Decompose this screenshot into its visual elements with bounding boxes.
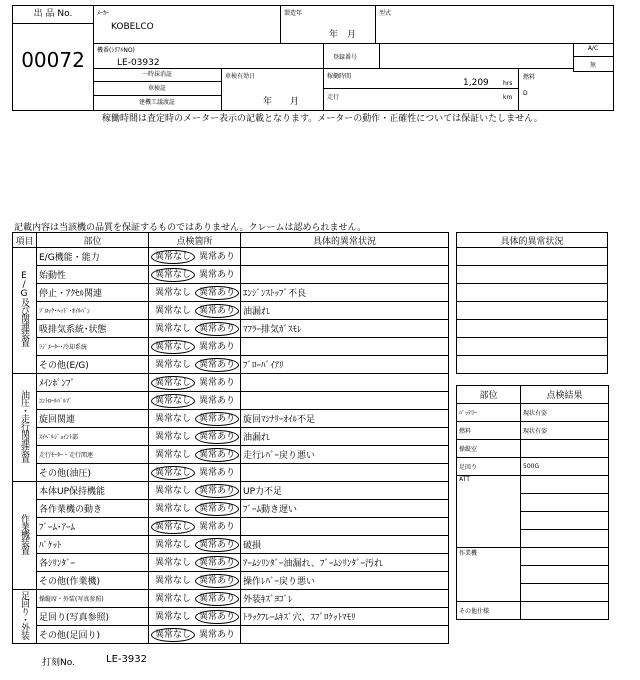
table-row — [13, 320, 449, 338]
result-value: 500G — [521, 458, 609, 476]
table-row — [457, 320, 608, 338]
lot-label: 出 品 No. — [13, 6, 93, 24]
row-part: ﾊﾞｹｯﾄ — [37, 536, 149, 554]
table-row — [13, 554, 449, 572]
row-detail — [241, 374, 449, 392]
table-row — [457, 476, 609, 494]
table-row — [13, 536, 449, 554]
option-none: 異常なし — [155, 287, 192, 298]
option-abnormal: 異常あり — [195, 556, 239, 570]
table-row — [13, 302, 449, 320]
table-row — [13, 356, 449, 374]
col-check-header: 点検箇所 — [149, 233, 241, 248]
row-detail: 旋回ﾏｼﾅﾘｰｵｲﾙ不足 — [241, 410, 449, 428]
ac-label: A/C — [587, 45, 599, 52]
group-label — [13, 248, 37, 374]
option-none: 異常なし — [155, 539, 192, 550]
result-value — [521, 602, 609, 620]
option-none: 異常なし — [151, 466, 195, 480]
option-abnormal: 異常あり — [195, 574, 239, 588]
option-none: 異常なし — [151, 376, 195, 390]
result-part-header: 部位 — [457, 386, 521, 404]
row-check — [149, 284, 241, 302]
row-part: E/G機能・能力 — [37, 248, 149, 266]
cert-transfer: 建機工議渡証 — [138, 99, 175, 106]
option-none: 異常なし — [151, 340, 195, 354]
group-label — [13, 374, 37, 482]
result-value — [521, 584, 609, 602]
row-detail: 走行ﾚﾊﾞｰ戻り悪い — [241, 446, 449, 464]
row-check — [149, 554, 241, 572]
row-part: ﾗｼﾞｴｰﾀｰ･冷却系統 — [37, 338, 149, 356]
row-detail — [241, 518, 449, 536]
table-row — [457, 248, 608, 266]
row-part: 始動性 — [37, 266, 149, 284]
table-row — [457, 440, 609, 458]
option-none: 異常なし — [151, 394, 195, 408]
att-label: ATT — [457, 476, 521, 548]
group-label-text: 足回り・外装 — [19, 590, 29, 639]
header-box — [12, 5, 614, 111]
table-row — [13, 464, 449, 482]
row-part: 走行ﾓｰﾀｰ・走行関連 — [37, 446, 149, 464]
table-row — [457, 548, 609, 566]
row-check — [149, 572, 241, 590]
detail-cell — [457, 302, 608, 320]
result-value: 現状有姿 — [521, 422, 609, 440]
row-check — [149, 626, 241, 644]
table-row — [457, 458, 609, 476]
row-check — [149, 320, 241, 338]
row-part: ﾌﾞｰﾑ･ｱｰﾑ — [37, 518, 149, 536]
detail-cell — [457, 284, 608, 302]
option-none: 異常なし — [155, 359, 192, 370]
result-value — [521, 476, 609, 494]
row-part: 吸排気系統･状態 — [37, 320, 149, 338]
result-header: 点検結果 — [521, 386, 609, 404]
row-check — [149, 338, 241, 356]
row-detail — [241, 626, 449, 644]
table-row — [13, 572, 449, 590]
option-none: 異常なし — [155, 449, 192, 460]
year-label: 製造年 — [284, 10, 303, 17]
row-part: その他(油圧) — [37, 464, 149, 482]
row-check — [149, 410, 241, 428]
hours-unit: hrs — [503, 80, 513, 87]
col-detail-header: 具体的異常状況 — [241, 233, 449, 248]
option-none: 異常なし — [155, 593, 192, 604]
option-abnormal: 異常あり — [195, 502, 239, 516]
row-detail: ｴﾝｼﾞﾝｽﾄｯﾌﾟ不良 — [241, 284, 449, 302]
row-check — [149, 518, 241, 536]
inspection-unit: 年 月 — [263, 97, 300, 107]
option-none: 異常なし — [155, 503, 192, 514]
serial-value: LE-03932 — [117, 58, 160, 68]
quality-note: 記載内容は当該機の品質を保証するものではありません。クレームは認められません。 — [14, 223, 367, 233]
row-detail: ﾌﾞｰﾑ動き遅い — [241, 500, 449, 518]
table-row — [457, 284, 608, 302]
result-value — [521, 512, 609, 530]
group-label — [13, 590, 37, 644]
option-abnormal: 異常あり — [199, 395, 236, 406]
row-check — [149, 482, 241, 500]
row-detail — [241, 392, 449, 410]
option-abnormal: 異常あり — [199, 251, 236, 262]
group-label-text: 油圧・走行関連装置 — [19, 389, 29, 462]
group-label-text: 作業機装置 — [19, 513, 29, 554]
option-abnormal: 異常あり — [195, 430, 239, 444]
row-detail: 油漏れ — [241, 428, 449, 446]
option-abnormal: 異常あり — [199, 341, 236, 352]
option-abnormal: 異常あり — [199, 521, 236, 532]
option-abnormal: 異常あり — [195, 358, 239, 372]
table-row — [13, 500, 449, 518]
right-result-table — [456, 385, 609, 620]
result-value: 現状有姿 — [521, 404, 609, 422]
row-detail: 外装ｷｽﾞﾖｺﾞﾚ — [241, 590, 449, 608]
group-label-text: E/G及び関連装置 — [19, 271, 29, 346]
table-row — [13, 482, 449, 500]
table-row — [13, 518, 449, 536]
hours-value: 1,209 — [463, 78, 489, 88]
table-row — [13, 446, 449, 464]
row-detail — [241, 464, 449, 482]
col-item-header: 項目 — [13, 233, 37, 248]
option-none: 異常なし — [155, 557, 192, 568]
fuel-value: D — [523, 90, 528, 97]
result-value — [521, 566, 609, 584]
km-label: 走行 — [327, 94, 340, 101]
row-part: 操縦席・外装(写真参照) — [37, 590, 149, 608]
row-detail: ﾄﾗｯｸﾌﾚｰﾑｷｽﾞ穴、ｽﾌﾟﾛｹｯﾄﾏﾓﾘ — [241, 608, 449, 626]
row-detail — [241, 338, 449, 356]
row-check — [149, 428, 241, 446]
row-detail — [241, 266, 449, 284]
work-label: 作業機 — [457, 548, 521, 602]
other-spec-label: その他仕様 — [457, 602, 521, 620]
year-unit: 年 月 — [329, 30, 357, 40]
detail-cell — [457, 320, 608, 338]
option-abnormal: 異常あり — [195, 448, 239, 462]
row-detail: ｱｰﾑｼﾘﾝﾀﾞｰ油漏れ、ﾌﾞｰﾑｼﾘﾝﾀﾞｰ汚れ — [241, 554, 449, 572]
option-abnormal: 異常あり — [199, 629, 236, 640]
option-none: 異常なし — [155, 305, 192, 316]
option-abnormal: 異常あり — [195, 412, 239, 426]
option-none: 異常なし — [151, 268, 195, 282]
col-part-header: 部位 — [37, 233, 149, 248]
option-none: 異常なし — [151, 250, 195, 264]
table-row — [457, 356, 608, 374]
group-label — [13, 482, 37, 590]
km-unit: km — [503, 94, 513, 101]
option-abnormal: 異常あり — [199, 269, 236, 280]
row-part: その他(作業機) — [37, 572, 149, 590]
row-check — [149, 266, 241, 284]
row-check — [149, 590, 241, 608]
row-check — [149, 446, 241, 464]
row-part: ﾒｲﾝﾎﾟﾝﾌﾟ — [37, 374, 149, 392]
table-row — [457, 404, 609, 422]
row-detail — [241, 248, 449, 266]
row-check — [149, 374, 241, 392]
row-detail: 破損 — [241, 536, 449, 554]
option-none: 異常なし — [155, 413, 192, 424]
cert-inspection: 車検証 — [93, 82, 221, 96]
table-row — [13, 590, 449, 608]
model-label: 型式 — [379, 10, 392, 17]
option-none: 異常なし — [155, 575, 192, 586]
option-none: 異常なし — [155, 485, 192, 496]
inspection-label: 車検有効日 — [225, 73, 256, 80]
row-part: 旋回関連 — [37, 410, 149, 428]
result-value — [521, 548, 609, 566]
table-row — [457, 338, 608, 356]
table-row — [13, 266, 449, 284]
option-abnormal: 異常あり — [195, 322, 239, 336]
table-row — [457, 302, 608, 320]
reg-label: 登録番号 — [333, 54, 358, 61]
option-abnormal: 異常あり — [195, 484, 239, 498]
option-abnormal: 異常あり — [195, 286, 239, 300]
row-part: ｺﾝﾄﾛｰﾙﾊﾞﾙﾌﾞ — [37, 392, 149, 410]
row-part: その他(足回り) — [37, 626, 149, 644]
result-part: ﾊﾞｯﾃﾘｰ — [457, 404, 521, 422]
stamp-value: LE-3932 — [106, 654, 147, 665]
hours-note: 稼働時間は査定時のメーター表示の記載となります。メーターの動作・正確性については保証いたしません。 — [102, 114, 543, 124]
maker-label: ﾒｰｶｰ — [97, 10, 110, 17]
result-part: 燃料 — [457, 422, 521, 440]
row-part: ﾌﾞﾛｯｸ･ﾍｯﾄﾞ･ｵｲﾙﾊﾟﾝ — [37, 302, 149, 320]
row-check — [149, 392, 241, 410]
row-check — [149, 500, 241, 518]
option-none: 異常なし — [155, 431, 192, 442]
option-abnormal: 異常あり — [195, 538, 239, 552]
fuel-label: 燃料 — [523, 74, 536, 81]
row-part: その他(E/G) — [37, 356, 149, 374]
row-detail: ﾏﾌﾗｰ排気ｶﾞｽﾓﾚ — [241, 320, 449, 338]
option-none: 異常なし — [155, 611, 192, 622]
table-row — [13, 284, 449, 302]
maker-value: KOBELCO — [111, 22, 154, 32]
row-check — [149, 248, 241, 266]
option-abnormal: 異常あり — [195, 304, 239, 318]
result-part: 操縦室 — [457, 440, 521, 458]
row-part: 本体UP保持機能 — [37, 482, 149, 500]
table-row — [457, 266, 608, 284]
row-part: ｽｲﾍﾞﾙｼﾞｮｲﾝﾄ部 — [37, 428, 149, 446]
hours-label: 稼働時間 — [327, 73, 352, 80]
detail-cell — [457, 338, 608, 356]
option-none: 異常なし — [155, 323, 192, 334]
row-part: 足回り(写真参照) — [37, 608, 149, 626]
option-none: 異常なし — [151, 628, 195, 642]
inspection-table — [12, 232, 449, 644]
result-value — [521, 440, 609, 458]
right-detail-table — [456, 232, 608, 374]
right-detail-header: 具体的異常状況 — [457, 233, 608, 248]
row-check — [149, 464, 241, 482]
option-abnormal: 異常あり — [195, 610, 239, 624]
table-row — [457, 422, 609, 440]
stamp-label: 打刻No. — [42, 658, 75, 668]
table-row — [13, 410, 449, 428]
row-part: 停止・ｱｸｾﾙ関連 — [37, 284, 149, 302]
option-abnormal: 異常あり — [195, 592, 239, 606]
cert-temporary: 一時抹消証 — [93, 68, 221, 82]
table-row — [13, 248, 449, 266]
result-value — [521, 530, 609, 548]
table-row — [13, 626, 449, 644]
row-detail: 油漏れ — [241, 302, 449, 320]
row-detail: ﾌﾞﾛｰﾊﾞｲｱﾘ — [241, 356, 449, 374]
lot-number: 00072 — [21, 48, 85, 72]
ac-value: 無 — [589, 62, 596, 69]
row-part: 各作業機の動き — [37, 500, 149, 518]
row-detail: 操作ﾚﾊﾞｰ戻り悪い — [241, 572, 449, 590]
table-row — [457, 602, 609, 620]
table-row — [13, 338, 449, 356]
row-detail: UP力不足 — [241, 482, 449, 500]
option-none: 異常なし — [151, 520, 195, 534]
table-row — [13, 392, 449, 410]
row-check — [149, 608, 241, 626]
result-part: 足回り — [457, 458, 521, 476]
table-row — [13, 374, 449, 392]
row-part: 各ｼﾘﾝﾀﾞｰ — [37, 554, 149, 572]
row-check — [149, 536, 241, 554]
option-abnormal: 異常あり — [199, 377, 236, 388]
detail-cell — [457, 356, 608, 374]
option-abnormal: 異常あり — [199, 467, 236, 478]
result-value — [521, 494, 609, 512]
row-check — [149, 302, 241, 320]
serial-label: 機番(ｼﾘｱﾙNO) — [97, 47, 135, 54]
detail-cell — [457, 266, 608, 284]
table-row — [13, 428, 449, 446]
row-check — [149, 356, 241, 374]
detail-cell — [457, 248, 608, 266]
table-row — [13, 608, 449, 626]
